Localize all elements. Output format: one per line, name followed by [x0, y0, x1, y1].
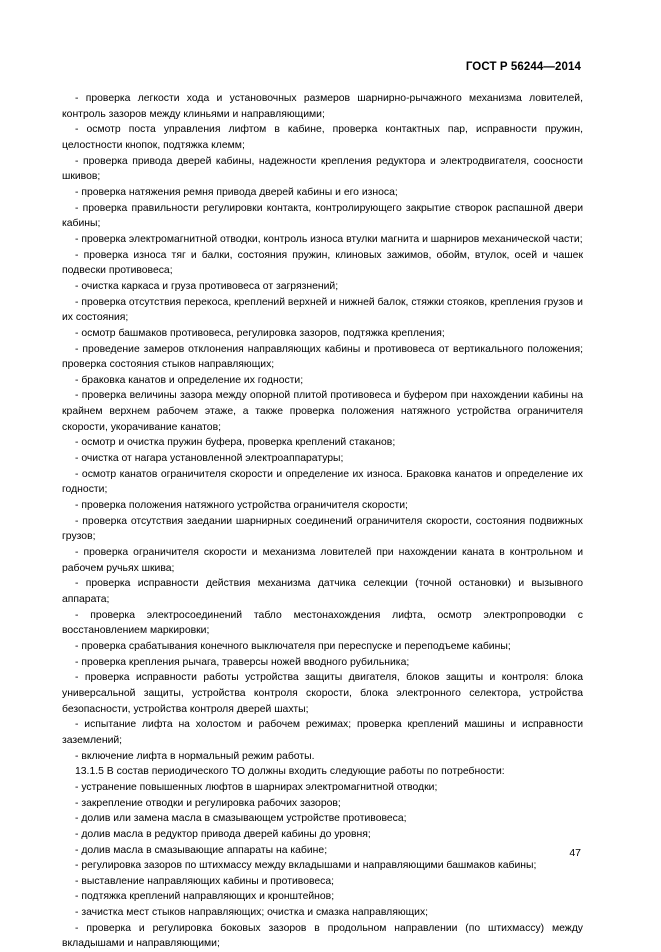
paragraph: - проверка срабатывания конечного выключателя при переспуске и переподъеме кабины; — [75, 640, 511, 652]
paragraph: - проверка электросоединений табло местонахождения лифта, осмотр электропроводки с восстановлением маркировки; — [62, 609, 583, 637]
paragraph: - очистка каркаса и груза противовеса от загрязнений; — [75, 280, 339, 292]
paragraph: - долив или замена масла в смазывающем устройстве противовеса; — [75, 813, 407, 825]
paragraph: - очистка от нагара установленной электроаппаратуры; — [75, 453, 344, 465]
document-header: ГОСТ Р 56244—2014 — [465, 61, 581, 73]
paragraph: - осмотр башмаков противовеса, регулировка зазоров, подтяжка крепления; — [75, 327, 445, 339]
paragraph: - проверка натяжения ремня привода дверей кабины и его износа; — [75, 186, 398, 198]
paragraph: - проверка и регулировка боковых зазоров в продольном направлении (по штихмассу) между вкладышами и направляющими; — [62, 922, 583, 950]
paragraph: - проверка ограничителя скорости и механизма ловителей при нахождении каната в контрольном и рабочем ручьях шкива; — [62, 547, 583, 574]
paragraph: - зачистка мест стыков направляющих; очистка и смазка направляющих; — [75, 907, 429, 919]
paragraph: - закрепление отводки и регулировка рабочих зазоров; — [75, 797, 341, 809]
paragraph: - проверка величины зазора между опорной плитой противовеса и буфером при нахождении кабины на крайнем верхнем рабочем этаже, а также проверка положения натяжного устройства ограничителя скорости, укорачивание канатов; — [62, 390, 583, 433]
paragraph: 13.1.5 В состав периодического ТО должны входить следующие работы по потребности: — [75, 766, 505, 778]
paragraph: - проведение замеров отклонения направляющих кабины и противовеса от вертикального положения; проверка состояния стыков направляющих; — [62, 343, 583, 371]
paragraph: - осмотр канатов ограничителя скорости и определение их износа. Браковка канатов и определение их годности; — [62, 468, 583, 496]
paragraph: - выставление направляющих кабины и противовеса; — [75, 875, 335, 887]
page-number: 47 — [569, 847, 581, 859]
paragraph: - регулировка зазоров по штихмассу между вкладышами и направляющими башмаков кабины; — [75, 860, 537, 872]
paragraph: - включение лифта в нормальный режим работы. — [75, 750, 315, 762]
paragraph: - проверка отсутствия заедании шарнирных соединений ограничителя скорости, состояния подвижных грузов; — [62, 515, 583, 543]
paragraph: - устранение повышенных люфтов в шарнирах электромагнитной отводки; — [75, 781, 438, 793]
paragraph: - проверка крепления рычага, траверсы ножей вводного рубильника; — [75, 656, 410, 668]
paragraph: - проверка легкости хода и установочных размеров шарнирно-рычажного механизма ловителей, контроль зазоров между клиньями и направляющими; — [62, 93, 583, 120]
paragraph: - проверка привода дверей кабины, надежности крепления редуктора и электродвигателя, соосности шкивов; — [62, 155, 583, 183]
paragraph: - проверка электромагнитной отводки, контроль износа втулки магнита и шарниров механической части; — [75, 233, 583, 245]
paragraph: - проверка исправности действия механизма датчика селекции (точной остановки) и вызывного аппарата; — [62, 578, 583, 605]
paragraph: - проверка правильности регулировки контакта, контролирующего закрытие створок распашной двери кабины; — [62, 202, 583, 230]
paragraph: - проверка отсутствия перекоса, креплений верхней и нижней балок, стяжки стояков, крепления грузов и их состояния; — [62, 296, 583, 324]
paragraph: - проверка положения натяжного устройства ограничителя скорости; — [75, 500, 408, 512]
paragraph: - подтяжка креплений направляющих и кронштейнов; — [75, 891, 335, 903]
paragraph: - осмотр и очистка пружин буфера, проверка креплений стаканов; — [75, 437, 396, 449]
paragraph: - браковка канатов и определение их годности; — [75, 374, 304, 386]
paragraph: - долив масла в смазывающие аппараты на кабине; — [75, 844, 328, 856]
paragraph: - проверка исправности работы устройства защиты двигателя, блоков защиты и контроля: блока универсальной защиты, устройства контроля скорости, блока электронного селектора, устройства безопасности, устройства контроля дверей шахты; — [62, 672, 583, 715]
paragraph: - испытание лифта на холостом и рабочем режимах; проверка креплений машины и исправности заземлений; — [62, 719, 583, 746]
document-body — [62, 91, 583, 952]
paragraph: - проверка износа тяг и балки, состояния пружин, клиновых зажимов, обойм, втулок, осей и чашек подвески противовеса; — [62, 249, 583, 277]
paragraph: - осмотр поста управления лифтом в кабине, проверка контактных пар, исправности пружин, целостности кнопок, подтяжка клемм; — [62, 124, 583, 151]
paragraph: - долив масла в редуктор привода дверей кабины до уровня; — [75, 828, 371, 840]
